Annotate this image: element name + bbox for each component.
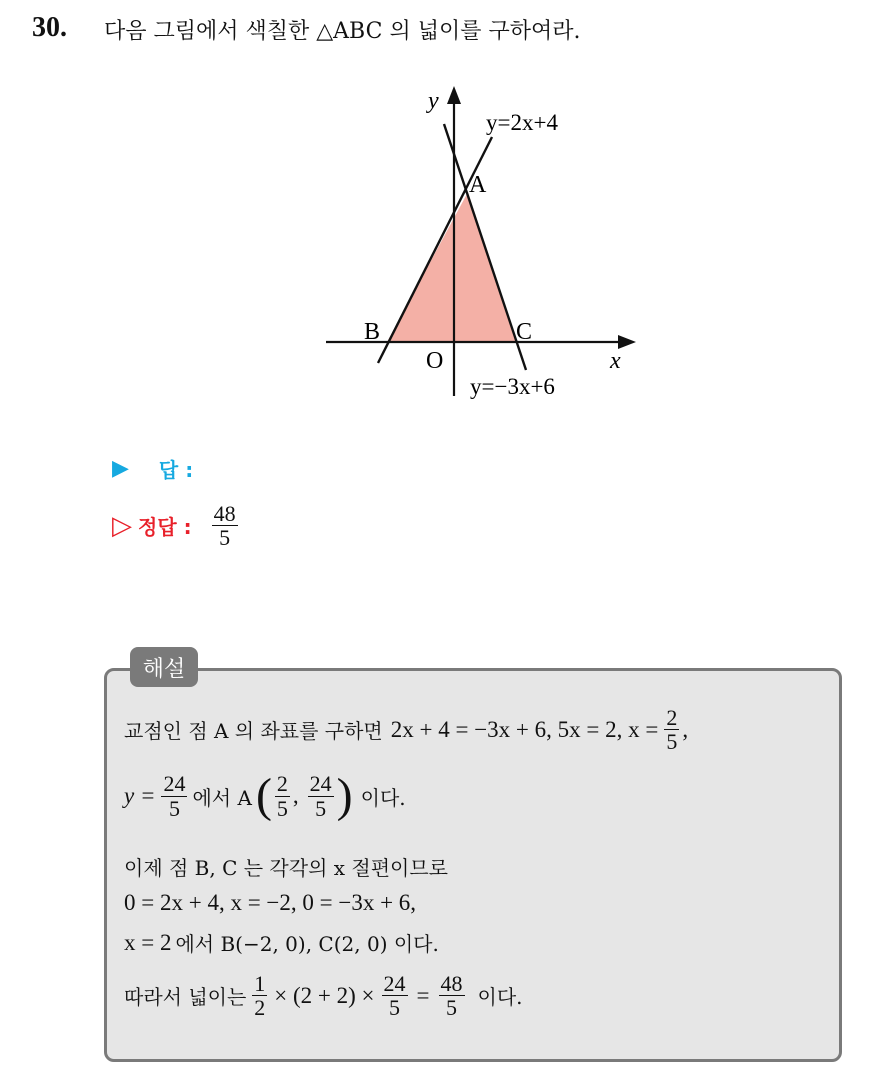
solution-line-2: y = $\frac{24}{5}$ 에서 A ( $\frac{2}{5}$ , $\frac{24}{5}$ ) 이다. (124, 769, 406, 822)
solution-line-5: x = 2 에서 B(−2, 0), C(2, 0) 이다. (124, 929, 439, 956)
line1-label: y=2x+4 (486, 110, 558, 135)
solution-line-3: 이제 점 B, C 는 각각의 x 절편이므로 (124, 856, 448, 880)
question-text: 다음 그림에서 색칠한 △ABC 의 넓이를 구하여라. (104, 19, 581, 44)
point-b-label: B (364, 319, 381, 345)
solution-line-6: 따라서 넓이는 $\frac{1}{2}$ × (2 + 2) × $\frac{24}{5}$ = $\frac{48}{5}$ 이다. (124, 971, 523, 1021)
triangle-abc (387, 192, 516, 342)
y-axis-arrow-icon (447, 86, 461, 104)
point-a-label: A (469, 172, 487, 198)
solution-line-1: 교점인 점 A 의 좌표를 구하면 2x + 4 = −3x + 6, 5x = 2, x = $\frac{2}{5}$ , (124, 705, 689, 755)
origin-label: O (426, 348, 444, 374)
play-arrow-icon: ▶ (112, 456, 129, 481)
graph-figure (320, 80, 650, 410)
solution-tag: 해설 (130, 647, 198, 687)
outline-arrow-icon: ▷ (112, 510, 132, 541)
y-axis-label: y (428, 88, 439, 114)
correct-answer-label: 정답 : (138, 515, 192, 540)
point-c-label: C (516, 319, 533, 345)
correct-answer-row (112, 502, 241, 549)
solution-line-4: 0 = 2x + 4, x = −2, 0 = −3x + 6, (124, 890, 417, 915)
x-axis-arrow-icon (618, 335, 636, 349)
answer-label: 답 : (158, 458, 194, 482)
question-number: 30. (32, 12, 67, 43)
line2-label: y=−3x+6 (470, 374, 555, 399)
x-axis-label: x (610, 348, 621, 374)
answer-row (112, 454, 193, 483)
correct-answer-value: $\frac{48}{5}$ (213, 501, 236, 551)
